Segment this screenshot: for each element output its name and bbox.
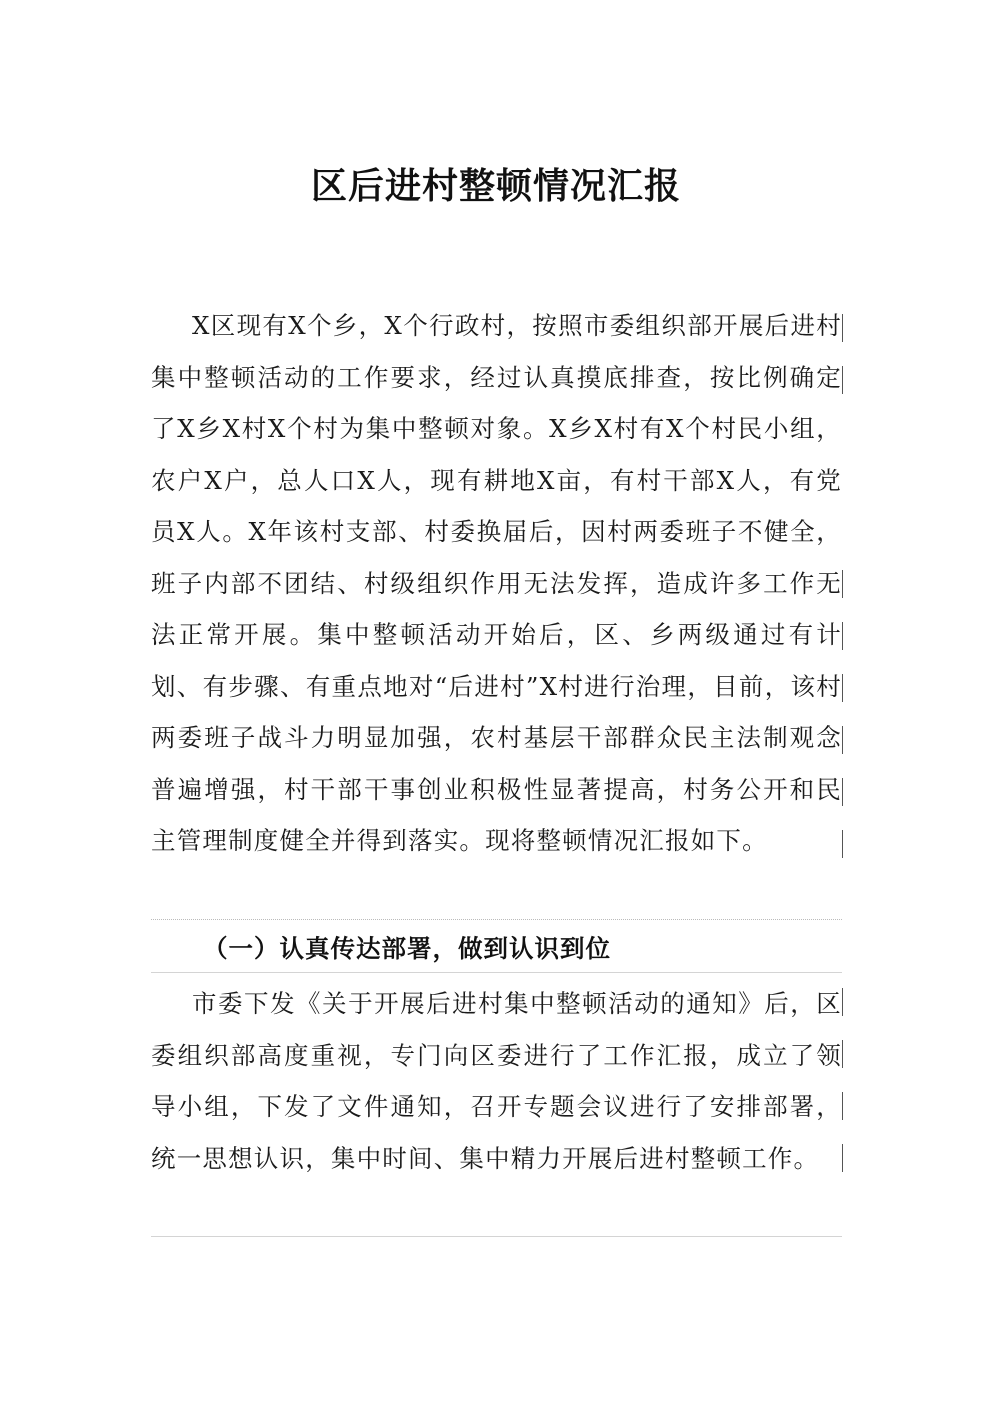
document-title: 区后进村整顿情况汇报 — [310, 166, 681, 207]
right-margin-marks — [842, 310, 844, 1230]
section-paragraph: 市委下发《关于开展后进村集中整顿活动的通知》后，区委组织部高度重视，专门向区委进行了工作汇报，成立了领导小组，下发了文件通知，召开专题会议进行了安排部署，统一思想认识，集中时间、集中精力开展后进村整顿工作。 — [151, 989, 842, 1173]
intro-paragraph: X区现有X个乡，X个行政村，按照市委组织部开展后进村集中整顿活动的工作要求，经过认真摸底排查，按比例确定了X乡X村X个村为集中整顿对象。X乡X村有X个村民小组，农户X户，总人口X人，现有耕地X亩，有村干部X人，有党员X人。X年该村支部、村委换届后，因村两委班子不健全，班子内部不团结、村级组织作用无法发挥，造成许多工作无法正常开展。集中整顿活动开始后，区、乡两级通过有计划、有步骤、有重点地对“后进村”X村进行治理，目前，该村两委班子战斗力明显加强，农村基层干部群众民主法制观念普遍增强，村干部干事创业积极性显著提高，村务公开和民主管理制度健全并得到落实。现将整顿情况汇报如下。 — [151, 311, 842, 855]
bottom-divider — [151, 1236, 842, 1237]
section-heading: （一）认真传达部署，做到认识到位 — [203, 934, 611, 963]
dotted-divider — [151, 919, 842, 920]
section-divider — [151, 972, 842, 973]
